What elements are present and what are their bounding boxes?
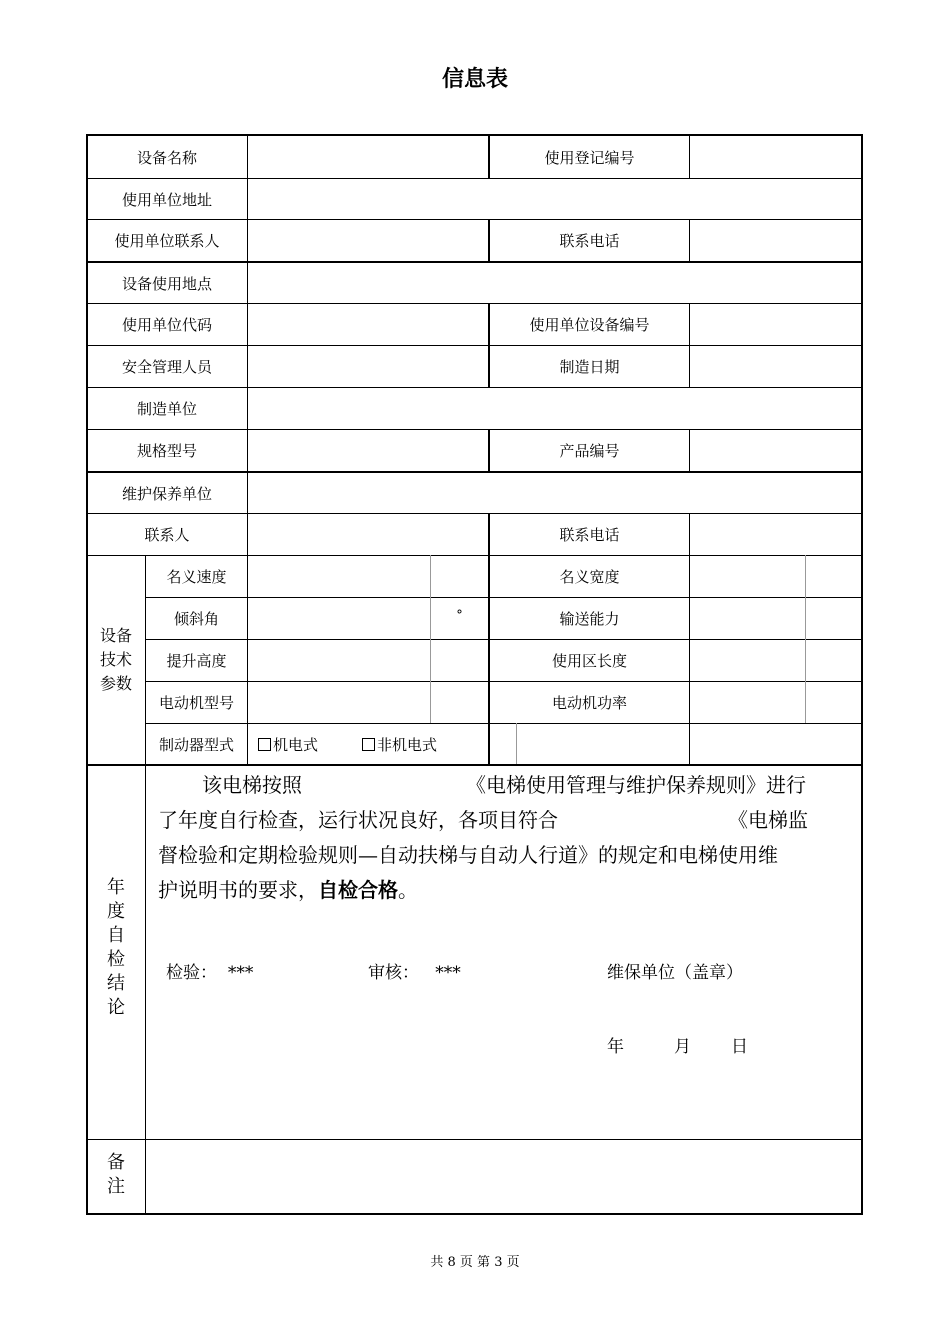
brake-option-non-electromechanical[interactable]: 非机电式 [362, 724, 437, 764]
label-motor-power: 电动机功率 [551, 694, 627, 712]
label-reg-code: 使用登记编号 [544, 148, 635, 167]
label-user-code: 使用单位代码 [121, 316, 212, 334]
label-user-contact: 使用单位联系人 [114, 232, 220, 250]
label-device-name: 设备名称 [136, 148, 197, 167]
conclusion-paragraph: 该电梯按照 《电梯使用管理与维护保养规则》进行 了年度自行检查，运行状况良好，各项目符合 《电梯监 督检验和定期检验规则—自动扶梯与自动人行道》的规定和电梯使用维 护说明书的要求，自检合格。 [158, 773, 808, 902]
label-rated-width: 名义宽度 [559, 568, 620, 586]
label-contact-phone: 联系电话 [559, 232, 620, 250]
label-tech-params: 设备 技术 参数 [99, 626, 132, 693]
checkbox-icon [362, 738, 375, 751]
label-maintenance-unit: 维护保养单位 [121, 484, 212, 503]
label-motor-model: 电动机型号 [158, 694, 234, 712]
label-rise: 提升高度 [166, 652, 227, 670]
label-contact-person: 联系人 [144, 526, 190, 544]
page-footer: 共 8 页 第 3 页 [430, 1255, 520, 1270]
label-remarks: 备 注 [107, 1152, 125, 1197]
page-title: 信息表 [441, 67, 508, 92]
label-brake-type: 制动器型式 [158, 735, 234, 754]
label-annual-conclusion: 年 度 自 检 结 论 [107, 877, 125, 1018]
checkbox-icon [258, 738, 271, 751]
maintenance-seal: 维保单位（盖章） [607, 963, 743, 983]
brake-option-electromechanical[interactable]: 机电式 [258, 724, 318, 764]
label-product-code: 产品编号 [559, 442, 620, 460]
label-user-device-code: 使用单位设备编号 [529, 316, 650, 334]
degree-symbol: ° [456, 608, 463, 623]
label-contact-phone-2: 联系电话 [559, 526, 620, 544]
label-use-length: 使用区长度 [551, 652, 627, 670]
label-capacity: 输送能力 [559, 610, 620, 628]
date-year: 年 [607, 1037, 624, 1057]
date-month: 月 [674, 1037, 691, 1057]
pass-result: 自检合格 [318, 878, 398, 902]
label-user-address: 使用单位地址 [121, 190, 212, 209]
label-incline: 倾斜角 [173, 610, 219, 628]
date-day: 日 [731, 1037, 748, 1057]
label-spec-model: 规格型号 [136, 442, 197, 460]
label-safety-manager: 安全管理人员 [121, 358, 212, 376]
inspector: 检验： *** [166, 963, 254, 983]
label-manufacture-date: 制造日期 [559, 358, 620, 376]
reviewer: 审核： *** [368, 963, 461, 983]
label-use-location: 设备使用地点 [121, 274, 212, 293]
label-rated-speed: 名义速度 [166, 568, 227, 586]
label-manufacturer: 制造单位 [136, 400, 197, 418]
